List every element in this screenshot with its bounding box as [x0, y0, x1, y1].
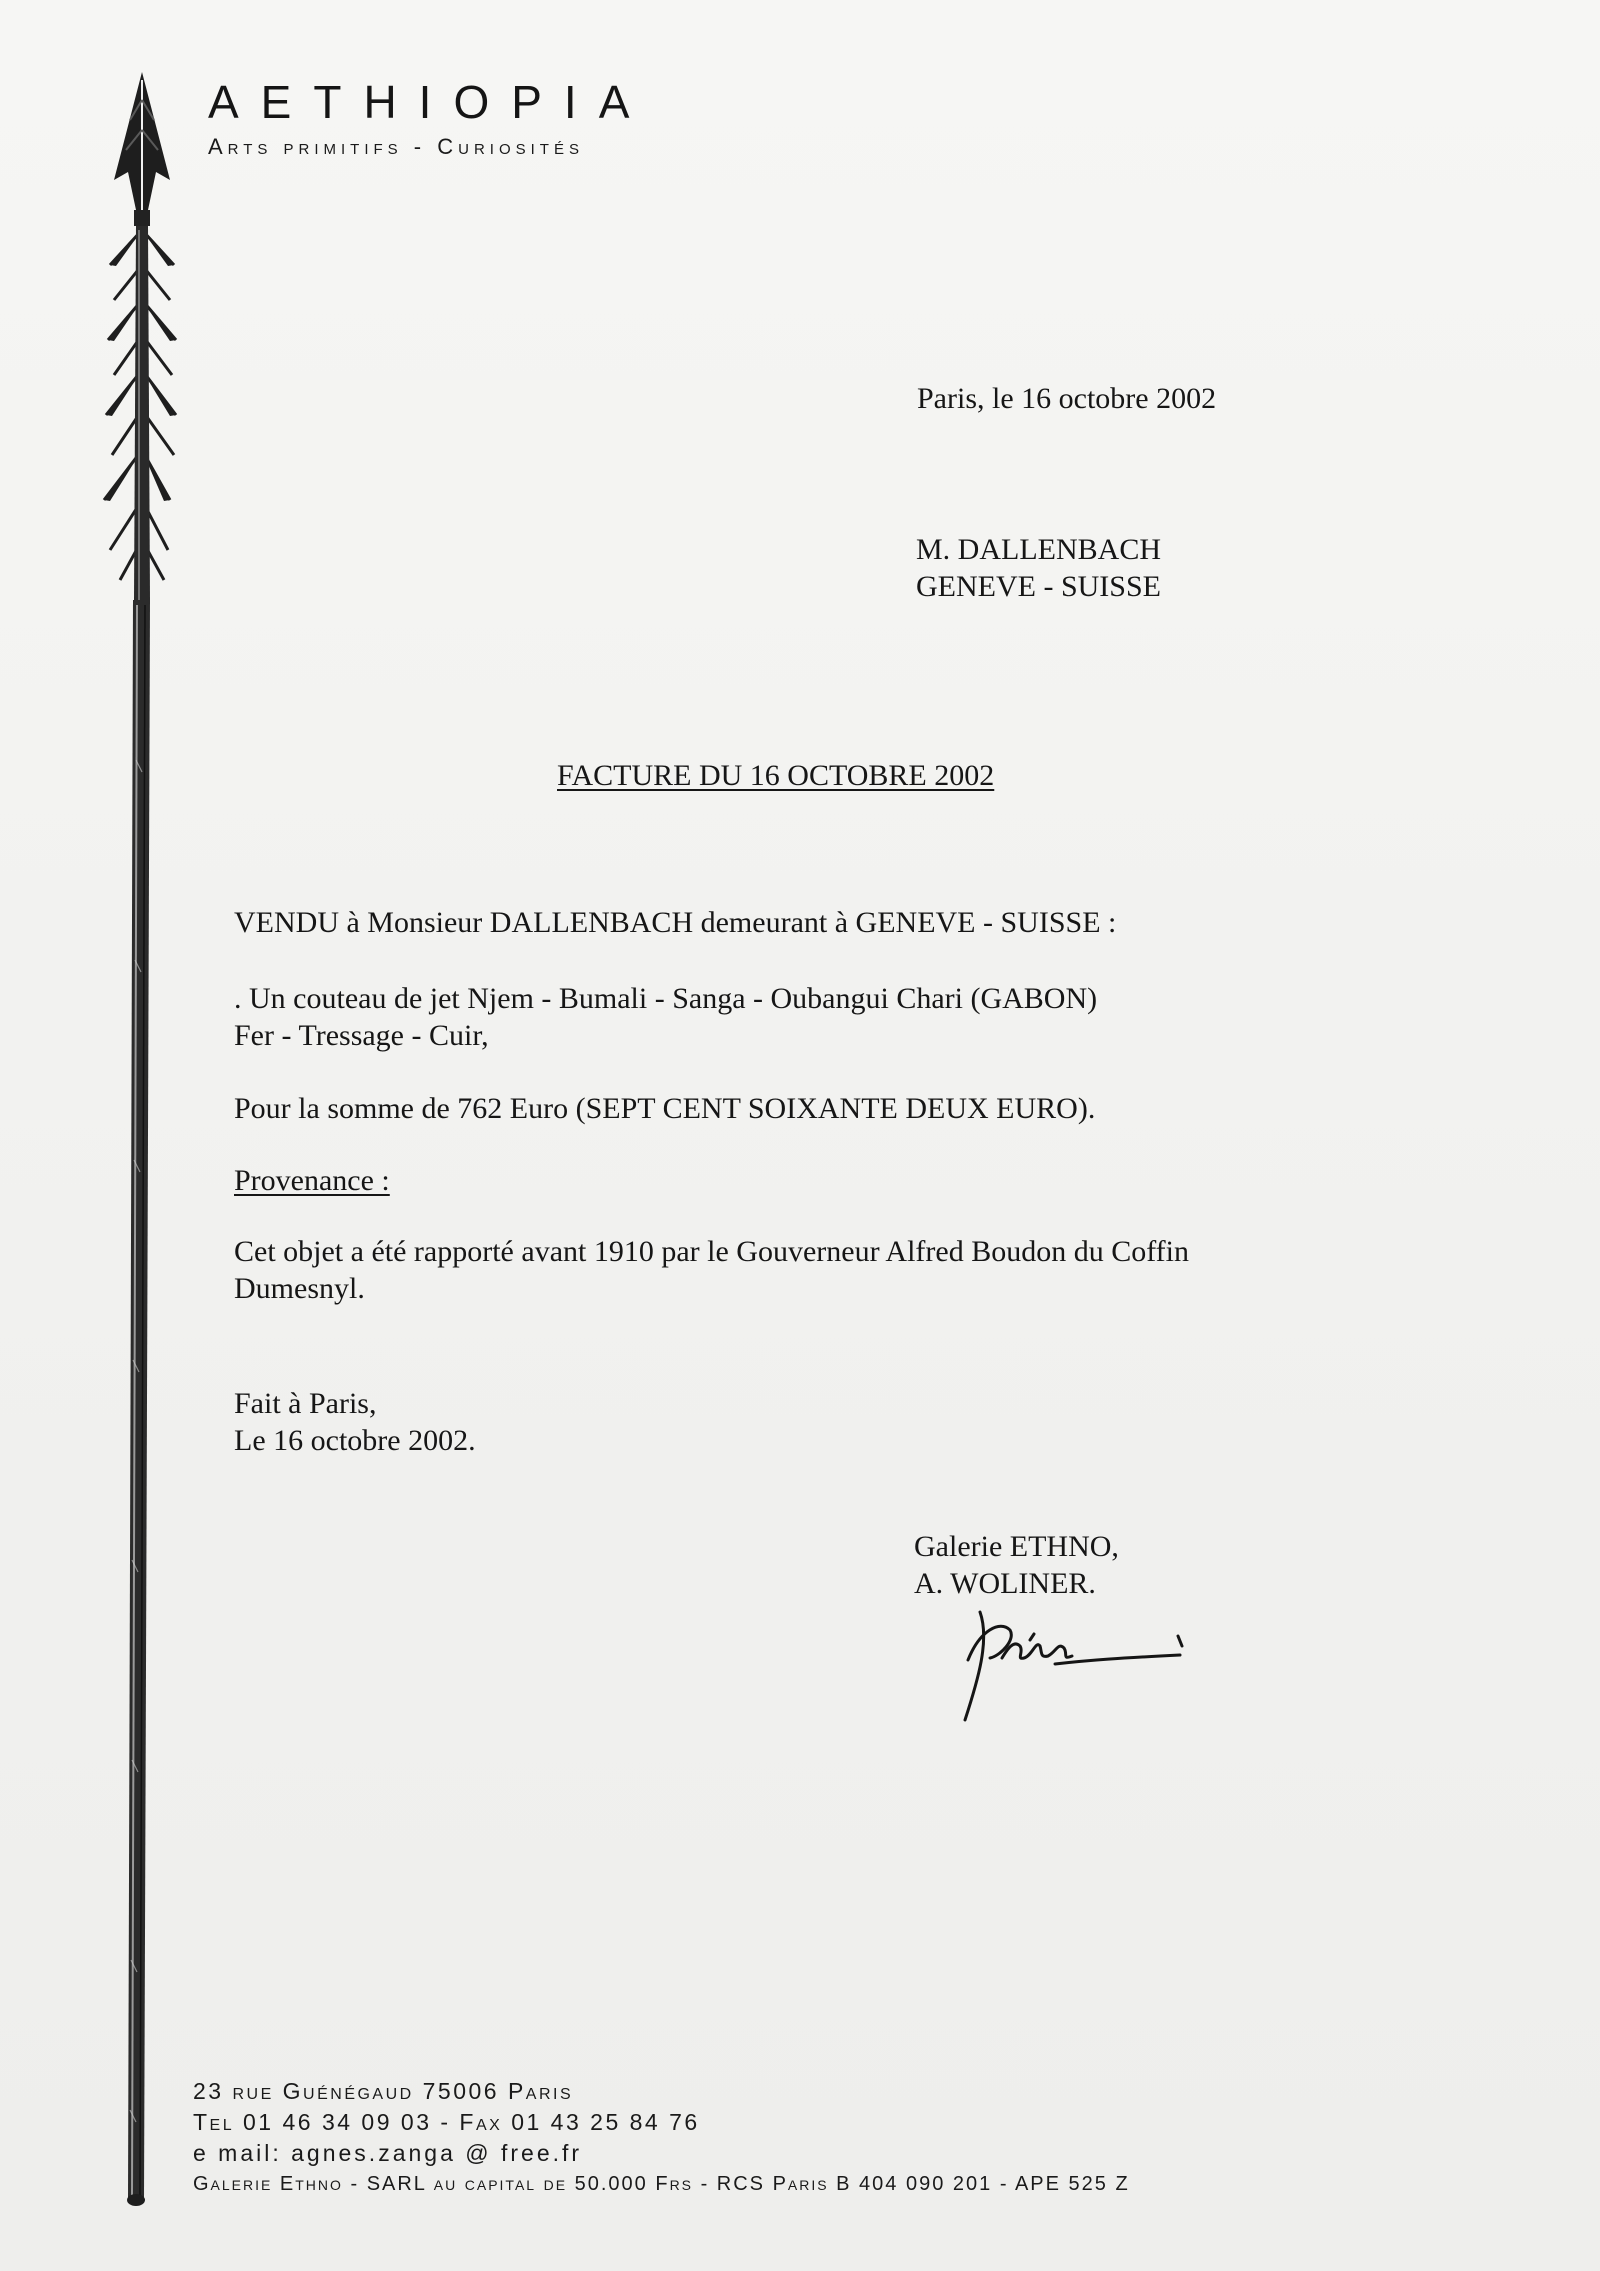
sold-to-line: VENDU à Monsieur DALLENBACH demeurant à GENEVE - SUISSE :: [234, 906, 1117, 939]
footer-address: 23 rue Guénégaud 75006 Paris: [193, 2078, 574, 2104]
letterhead-tagline: Arts primitifs - Curiosités: [208, 134, 584, 159]
provenance-text-continued: Dumesnyl.: [234, 1272, 365, 1305]
sender-name: A. WOLINER.: [914, 1567, 1096, 1600]
provenance-heading: Provenance :: [234, 1164, 390, 1197]
provenance-text: Cet objet a été rapporté avant 1910 par le Gouverneur Alfred Boudon du Coffin: [234, 1235, 1190, 1268]
letterhead: [208, 76, 651, 160]
footer-email: e mail: agnes.zanga @ free.fr: [193, 2140, 583, 2166]
invoice-title: FACTURE DU 16 OCTOBRE 2002: [557, 759, 995, 792]
price-line: Pour la somme de 762 Euro (SEPT CENT SOIXANTE DEUX EURO).: [234, 1092, 1096, 1125]
recipient-location: GENEVE - SUISSE: [916, 570, 1161, 603]
handwritten-signature-icon: [950, 1600, 1190, 1730]
recipient-name: M. DALLENBACH: [916, 533, 1161, 566]
closing-place: Fait à Paris,: [234, 1387, 377, 1420]
letterhead-name: AETHIOPIA: [208, 76, 652, 128]
item-materials: Fer - Tressage - Cuir,: [234, 1019, 489, 1052]
closing-date: Le 16 octobre 2002.: [234, 1424, 476, 1457]
footer-legal-info: Galerie Ethno - SARL au capital de 50.000 Frs - RCS Paris B 404 090 201 - APE 525 Z: [193, 2173, 1130, 2195]
spear-illustration-icon: [70, 60, 200, 2210]
footer-phone-fax: Tel 01 46 34 09 03 - Fax 01 43 25 84 76: [193, 2109, 700, 2135]
letter-date: Paris, le 16 octobre 2002: [917, 382, 1217, 415]
letter-footer: [193, 2076, 1130, 2200]
item-description: . Un couteau de jet Njem - Bumali - Sanga - Oubangui Chari (GABON): [234, 982, 1098, 1015]
sender-gallery: Galerie ETHNO,: [914, 1530, 1119, 1563]
